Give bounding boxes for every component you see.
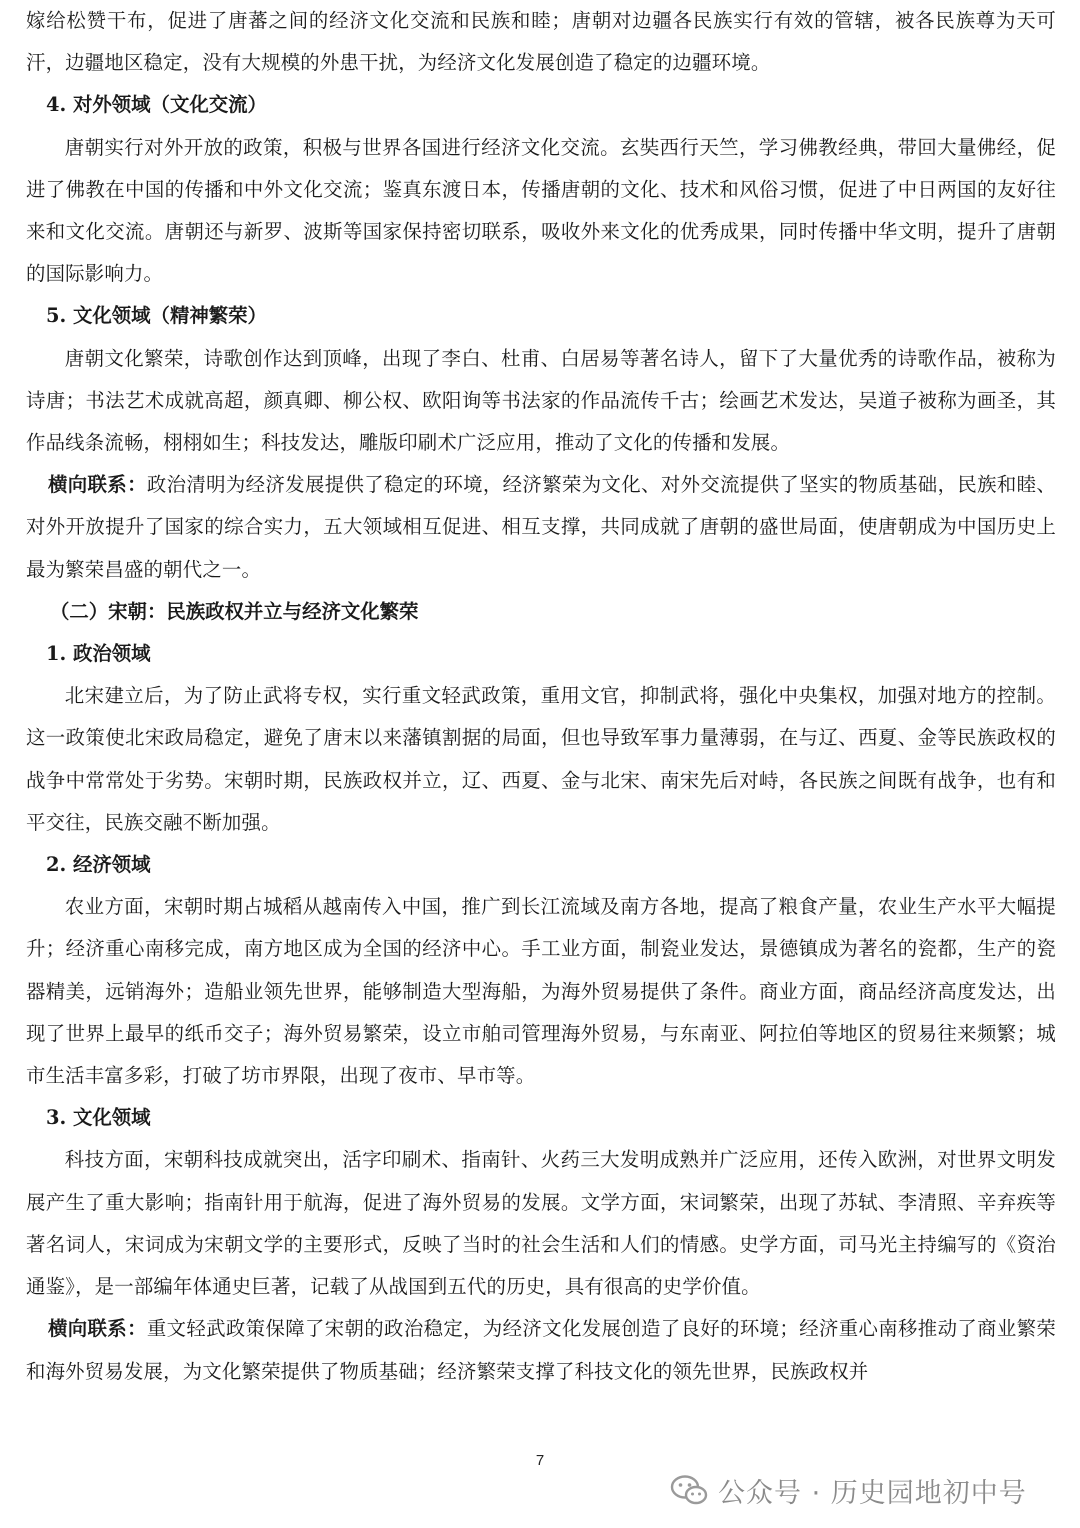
heading-song-economy: 2. 经济领域 <box>46 853 151 877</box>
connection-text: 重文轻武政策保障了宋朝的政治稳定，为经济文化发展创造了良好的环境；经济重心南移推动了商业繁荣和海外贸易发展，为文化繁荣提供了物质基础；经济繁荣支撑了科技文化的领先世界，民族政权并 <box>26 1317 1056 1383</box>
paragraph-tang-foreign: 唐朝实行对外开放的政策，积极与世界各国进行经济文化交流。玄奘西行天竺，学习佛教经典，带回大量佛经，促进了佛教在中国的传播和中外文化交流；鉴真东渡日本，传播唐朝的文化、技术和风俗习惯，促进了中日两国的友好往来和文化交流。唐朝还与新罗、波斯等国家保持密切联系，吸收外来文化的优秀成果，同时传播中华文明，提升了唐朝的国际影响力。 <box>26 135 1056 286</box>
heading-song-culture: 3. 文化领域 <box>46 1106 151 1130</box>
page-number: 7 <box>535 1452 545 1469</box>
heading-tang-foreign: 4. 对外领域（文化交流） <box>46 93 267 117</box>
watermark-text: 公众号 · 历史园地初中号 <box>718 1477 1027 1509</box>
paragraph-tang-connection <box>26 464 1056 591</box>
heading-song-politics: 1. 政治领域 <box>46 642 151 666</box>
paragraph-song-politics: 北宋建立后，为了防止武将专权，实行重文轻武政策，重用文官，抑制武将，强化中央集权，加强对地方的控制。这一政策使北宋政局稳定，避免了唐末以来藩镇割据的局面，但也导致军事力量薄弱，在与辽、西夏、金等民族政权的战争中常常处于劣势。宋朝时期，民族政权并立，辽、西夏、金与北宋、南宋先后对峙，各民族之间既有战争，也有和平交往，民族交融不断加强。 <box>26 684 1056 834</box>
heading-tang-culture: 5. 文化领域（精神繁荣） <box>46 304 267 328</box>
paragraph-tang-culture: 唐朝文化繁荣，诗歌创作达到顶峰，出现了李白、杜甫、白居易等著名诗人，留下了大量优秀的诗歌作品，被称为诗唐；书法艺术成就高超，颜真卿、柳公权、欧阳询等书法家的作品流传千古；绘画艺术发达，吴道子被称为画圣，其作品线条流畅，栩栩如生；科技发达，雕版印刷术广泛应用，推动了文化的传播和发展。 <box>26 346 1056 455</box>
section-heading-song: （二）宋朝：民族政权并立与经济文化繁荣 <box>50 599 419 623</box>
connection-label: 横向联系： <box>48 1317 147 1341</box>
paragraph-song-economy: 农业方面，宋朝时期占城稻从越南传入中国，推广到长江流域及南方各地，提高了粮食产量，农业生产水平大幅提升；经济重心南移完成，南方地区成为全国的经济中心。手工业方面，制瓷业发达，景德镇成为著名的瓷都，生产的瓷器精美，远销海外；造船业领先世界，能够制造大型海船，为海外贸易提供了条件。商业方面，商品经济高度发达，出现了世界上最早的纸币交子；海外贸易繁荣，设立市舶司管理海外贸易，与东南亚、阿拉伯等地区的贸易往来频繁；城市生活丰富多彩，打破了坊市界限，出现了夜市、早市等。 <box>26 895 1056 1088</box>
paragraph-song-connection <box>26 1308 1056 1392</box>
wechat-icon <box>670 1474 708 1506</box>
connection-label: 横向联系： <box>48 473 147 497</box>
connection-text: 政治清明为经济发展提供了稳定的环境，经济繁荣为文化、对外交流提供了坚实的物质基础，民族和睦、对外开放提升了国家的综合实力，五大领域相互促进、相互支撑，共同成就了唐朝的盛世局面，使唐朝成为中国历史上最为繁荣昌盛的朝代之一。 <box>26 473 1056 581</box>
document-page <box>26 0 1056 1393</box>
watermark <box>670 1466 1027 1514</box>
paragraph-song-culture: 科技方面，宋朝科技成就突出，活字印刷术、指南针、火药三大发明成熟并广泛应用，还传入欧洲，对世界文明发展产生了重大影响；指南针用于航海，促进了海外贸易的发展。文学方面，宋词繁荣，出现了苏轼、李清照、辛弃疾等著名词人，宋词成为宋朝文学的主要形式，反映了当时的社会生活和人们的情感。史学方面，司马光主持编写的《资治通鉴》，是一部编年体通史巨著，记载了从战国到五代的历史，具有很高的史学价值。 <box>26 1148 1056 1299</box>
paragraph-tang-ethnic-end: 嫁给松赞干布，促进了唐蕃之间的经济文化交流和民族和睦；唐朝对边疆各民族实行有效的管辖，被各民族尊为天可汗，边疆地区稳定，没有大规模的外患干扰，为经济文化发展创造了稳定的边疆环境。 <box>26 9 1056 75</box>
